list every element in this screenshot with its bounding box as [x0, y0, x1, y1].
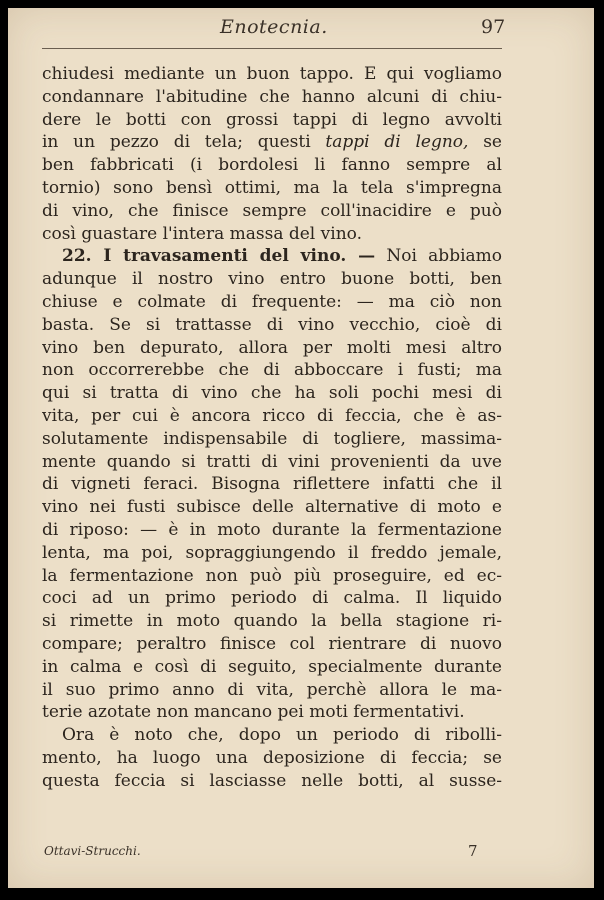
text-line: dere le botti con grossi tappi di legno avvolti [42, 109, 502, 130]
book-page [8, 8, 594, 888]
text-run: se [468, 132, 502, 153]
text-line: vino nei fusti subisce delle alternative di moto e [42, 497, 502, 518]
text-line: Ora è noto che, dopo un periodo di ribolli- [62, 725, 502, 746]
sheet-number: 7 [468, 842, 478, 860]
text-line: adunque il nostro vino entro buone botti, ben [42, 269, 502, 290]
text-line [42, 131, 502, 154]
running-head [8, 16, 594, 46]
text-run: in un pezzo di tela; questi [42, 132, 326, 153]
text-line: vita, per cui è ancora ricco di feccia, che è as- [42, 405, 502, 426]
text-line: solutamente indispensabile di togliere, massima- [42, 428, 502, 449]
section-heading: 22. I travasamenti del vino. — [62, 246, 376, 267]
text-line: chiudesi mediante un buon tappo. E qui vogliamo [42, 64, 502, 84]
page-number: 97 [481, 16, 506, 38]
text-line: vino ben depurato, allora per molti mesi altro [42, 337, 502, 358]
text-line: condannare l'abitudine che hanno alcuni di chiu- [42, 86, 502, 107]
text-line: di riposo: — è in moto durante la fermentazione [42, 519, 502, 540]
text-line: il suo primo anno di vita, perchè allora le ma- [42, 679, 502, 700]
text-line: così guastare l'intera massa del vino. [42, 223, 362, 244]
body-text [42, 63, 502, 793]
text-run: Noi abbiamo [375, 246, 502, 267]
text-line: qui si tratta di vino che ha soli pochi mesi di [42, 383, 502, 404]
text-line: chiuse e colmate di frequente: — ma ciò non [42, 291, 502, 312]
text-line: tornio) sono bensì ottimi, ma la tela s'impregna [42, 177, 502, 198]
text-line: questa feccia si lasciasse nelle botti, al susse- [42, 770, 502, 791]
text-line: la fermentazione non può più proseguire, ed ec- [42, 565, 502, 586]
header-rule [42, 48, 502, 49]
text-line: in calma e così di seguito, specialmente durante [42, 656, 502, 677]
text-line: non occorrerebbe che di abboccare i fusti; ma [42, 360, 502, 381]
section-heading-line [42, 245, 502, 268]
text-line: mente quando si tratti di vini provenienti da uve [42, 451, 502, 472]
text-line: di vino, che finisce sempre coll'inacidire e può [42, 200, 502, 221]
text-line: mento, ha luogo una deposizione di feccia; se [42, 747, 502, 768]
signature-mark: Ottavi-Strucchi. [44, 844, 141, 858]
text-line: di vigneti feraci. Bisogna riflettere infatti che il [42, 474, 502, 495]
text-line: si rimette in moto quando la bella stagione ri- [42, 611, 502, 632]
text-line: terie azotate non mancano pei moti fermentativi. [42, 702, 465, 723]
running-title: Enotecnia. [220, 16, 328, 38]
italic-emphasis: tappi di legno, [325, 132, 469, 153]
text-line: lenta, ma poi, sopraggiungendo il freddo jemale, [42, 542, 502, 563]
text-line: basta. Se si trattasse di vino vecchio, cioè di [42, 314, 502, 335]
text-line: compare; peraltro finisce col rientrare di nuovo [42, 633, 502, 654]
text-line: coci ad un primo periodo di calma. Il liquido [42, 588, 502, 609]
text-line: ben fabbricati (i bordolesi li fanno sempre al [42, 155, 502, 176]
